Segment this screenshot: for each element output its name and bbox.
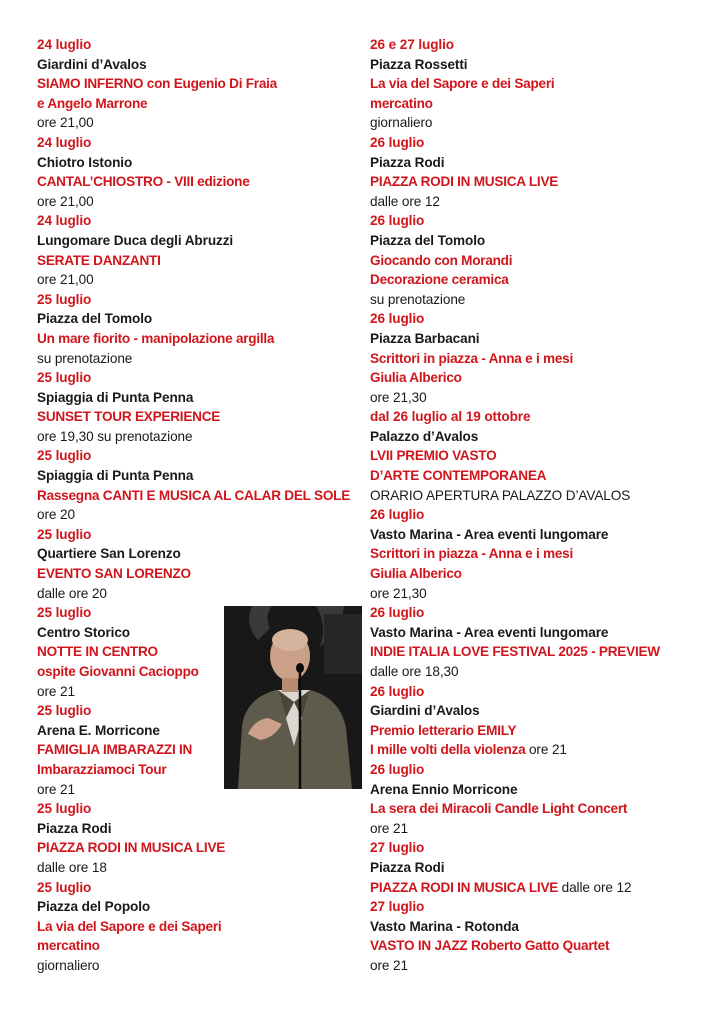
event-location: Piazza Rodi — [37, 820, 112, 836]
event-location: Vasto Marina - Rotonda — [370, 918, 519, 934]
event-title-text: mercatino — [370, 95, 433, 111]
event-location: Piazza Rossetti — [370, 56, 468, 72]
event-title-text: Imbarazziamoci Tour — [37, 761, 167, 777]
event-title-text: VASTO IN JAZZ Roberto Gatto Quartet — [370, 938, 610, 954]
event-time: ore 21 — [370, 957, 408, 973]
event-date: 27 luglio — [370, 840, 425, 856]
event-time: giornaliero — [370, 115, 433, 131]
event-title — [370, 799, 710, 819]
event-time: ore 21,00 — [37, 193, 94, 209]
event-time: su prenotazione — [370, 291, 466, 307]
event-time: ORARIO APERTURA PALAZZO D’AVALOS — [370, 487, 631, 503]
event-time: su prenotazione — [37, 350, 133, 366]
event-entry — [37, 35, 367, 133]
event-title — [370, 446, 710, 466]
event-title — [37, 936, 367, 956]
event-title — [37, 917, 367, 937]
event-title — [37, 407, 367, 427]
event-title-text: Scrittori in piazza - Anna e i mesi — [370, 350, 574, 366]
event-entry — [370, 133, 710, 211]
event-title-text: La via del Sapore e dei Saperi — [370, 76, 555, 92]
event-title-text: SUNSET TOUR EXPERIENCE — [37, 409, 221, 425]
event-title-text: NOTTE IN CENTRO — [37, 644, 158, 660]
event-entry — [37, 211, 367, 289]
event-entry — [370, 407, 710, 505]
event-date: 25 luglio — [37, 703, 92, 719]
event-time: ore 21,30 — [370, 389, 427, 405]
event-time: dalle ore 18 — [37, 859, 107, 875]
event-title-text: FAMIGLIA IMBARAZZI IN — [37, 742, 193, 758]
event-title — [370, 74, 710, 94]
event-location: Piazza del Tomolo — [370, 232, 486, 248]
event-title — [370, 936, 710, 956]
event-date: 26 luglio — [370, 213, 425, 229]
event-title-text: I mille volti della violenza — [370, 742, 526, 758]
event-time: dalle ore 18,30 — [370, 664, 459, 679]
event-time: dalle ore 20 — [37, 585, 107, 601]
event-date: 26 luglio — [370, 761, 425, 777]
event-title — [37, 486, 367, 506]
event-location: Piazza del Tomolo — [37, 311, 153, 327]
event-location: Chiotro Istonio — [37, 154, 133, 170]
event-location: Quartiere San Lorenzo — [37, 546, 181, 562]
event-time: ore 21,30 — [370, 585, 427, 601]
event-location: Vasto Marina - Area eventi lungomare — [370, 624, 609, 640]
event-title-text: PIAZZA RODI IN MUSICA LIVE — [370, 174, 559, 190]
event-date: 26 luglio — [370, 507, 425, 523]
event-date: 27 luglio — [370, 899, 425, 915]
event-title — [370, 368, 710, 388]
event-date: 25 luglio — [37, 801, 92, 817]
event-title-text: Scrittori in piazza - Anna e i mesi — [370, 546, 574, 562]
event-title — [37, 74, 367, 94]
event-title — [370, 878, 710, 898]
event-title-text: SERATE DANZANTI — [37, 252, 161, 268]
event-entry — [370, 897, 710, 975]
event-entry — [370, 309, 710, 407]
event-title — [37, 94, 367, 114]
event-title-text: D’ARTE CONTEMPORANEA — [370, 468, 547, 484]
event-time: ore 21 — [528, 742, 567, 758]
event-entry — [370, 505, 710, 603]
event-date: 25 luglio — [37, 605, 92, 621]
event-date: 26 luglio — [370, 311, 425, 327]
event-entry — [370, 682, 710, 760]
event-date: 25 luglio — [37, 370, 92, 386]
event-location: Spiaggia di Punta Penna — [37, 389, 194, 405]
event-location: Piazza del Popolo — [37, 899, 151, 915]
events-column-right — [370, 35, 710, 976]
event-entry — [37, 525, 367, 603]
event-title — [370, 270, 710, 290]
event-date: 25 luglio — [37, 291, 92, 307]
event-title-text: Giulia Alberico — [370, 566, 462, 582]
event-title — [370, 172, 710, 192]
event-title — [370, 564, 710, 584]
speaker-photo-image — [224, 606, 362, 789]
event-title-text: La sera dei Miracoli Candle Light Concert — [370, 801, 628, 817]
event-title — [37, 251, 367, 271]
event-entry — [370, 35, 710, 133]
events-column-left — [37, 35, 367, 976]
event-time: ore 21,00 — [37, 272, 94, 288]
event-location: Arena Ennio Morricone — [370, 781, 518, 797]
event-date: 25 luglio — [37, 448, 92, 464]
event-time: ore 20 — [37, 507, 75, 523]
event-entry — [37, 368, 367, 446]
speaker-photo — [224, 606, 362, 789]
event-entry — [37, 799, 367, 877]
event-date: 24 luglio — [37, 134, 92, 150]
event-title — [370, 740, 710, 760]
event-time: giornaliero — [37, 957, 100, 973]
event-title-text: LVII PREMIO VASTO — [370, 448, 497, 464]
event-location: Lungomare Duca degli Abruzzi — [37, 232, 234, 248]
event-entry — [37, 878, 367, 976]
event-entry — [370, 838, 710, 897]
event-entry — [370, 603, 710, 681]
event-title — [37, 838, 367, 858]
event-location: Vasto Marina - Area eventi lungomare — [370, 526, 609, 542]
event-location: Giardini d’Avalos — [370, 703, 480, 719]
event-entry — [370, 211, 710, 309]
event-title-text: Giulia Alberico — [370, 370, 462, 386]
event-title-text: e Angelo Marrone — [37, 95, 148, 111]
event-date: dal 26 luglio al 19 ottobre — [370, 409, 531, 425]
event-date: 26 luglio — [370, 683, 425, 699]
event-title — [370, 251, 710, 271]
event-title — [370, 466, 710, 486]
event-title-text: PIAZZA RODI IN MUSICA LIVE — [370, 879, 559, 895]
event-location: Piazza Rodi — [370, 859, 445, 875]
event-date: 26 luglio — [370, 605, 425, 621]
event-location: Giardini d’Avalos — [37, 56, 147, 72]
event-title-text: Un mare fiorito - manipolazione argilla — [37, 330, 275, 346]
event-title-text: ospite Giovanni Cacioppo — [37, 664, 199, 679]
event-title-text: La via del Sapore e dei Saperi — [37, 918, 222, 934]
event-title-text: SIAMO INFERNO con Eugenio Di Fraia — [37, 76, 277, 92]
event-entry — [37, 133, 367, 211]
event-date: 24 luglio — [37, 213, 92, 229]
event-title — [37, 564, 367, 584]
event-title — [370, 721, 710, 741]
event-date: 26 luglio — [370, 134, 425, 150]
event-title-text: EVENTO SAN LORENZO — [37, 566, 191, 582]
event-time: ore 19,30 su prenotazione — [37, 428, 193, 444]
event-title-text: Decorazione ceramica — [370, 272, 509, 288]
event-entry — [37, 290, 367, 368]
event-title — [37, 329, 367, 349]
event-date: 25 luglio — [37, 526, 92, 542]
event-location: Piazza Rodi — [370, 154, 445, 170]
event-time: ore 21 — [370, 820, 408, 836]
event-date: 24 luglio — [37, 37, 92, 52]
event-title-text: mercatino — [37, 938, 100, 954]
event-title — [370, 349, 710, 369]
event-entry — [370, 760, 710, 838]
event-location: Centro Storico — [37, 624, 131, 640]
event-title — [370, 94, 710, 114]
event-title — [370, 642, 710, 662]
event-location: Piazza Barbacani — [370, 330, 480, 346]
event-location: Arena E. Morricone — [37, 722, 160, 738]
event-title-text: Giocando con Morandi — [370, 252, 513, 268]
event-entry — [37, 446, 367, 524]
event-time: dalle ore 12 — [370, 193, 440, 209]
event-title-text: INDIE ITALIA LOVE FESTIVAL 2025 - PREVIEW — [370, 644, 660, 660]
event-date: 25 luglio — [37, 879, 92, 895]
event-time: ore 21 — [37, 683, 75, 699]
event-title-text: Rassegna CANTI E MUSICA AL CALAR DEL SOLE — [37, 487, 351, 503]
event-time: ore 21 — [37, 781, 75, 797]
event-title-text: CANTAL’CHIOSTRO - VIII edizione — [37, 174, 250, 190]
event-date: 26 e 27 luglio — [370, 37, 454, 52]
event-location: Spiaggia di Punta Penna — [37, 468, 194, 484]
event-title — [37, 172, 367, 192]
event-title — [370, 544, 710, 564]
event-location: Palazzo d’Avalos — [370, 428, 479, 444]
event-time: ore 21,00 — [37, 115, 94, 131]
event-title-text: PIAZZA RODI IN MUSICA LIVE — [37, 840, 226, 856]
event-time: dalle ore 12 — [561, 879, 632, 895]
event-title-text: Premio letterario EMILY — [370, 722, 517, 738]
